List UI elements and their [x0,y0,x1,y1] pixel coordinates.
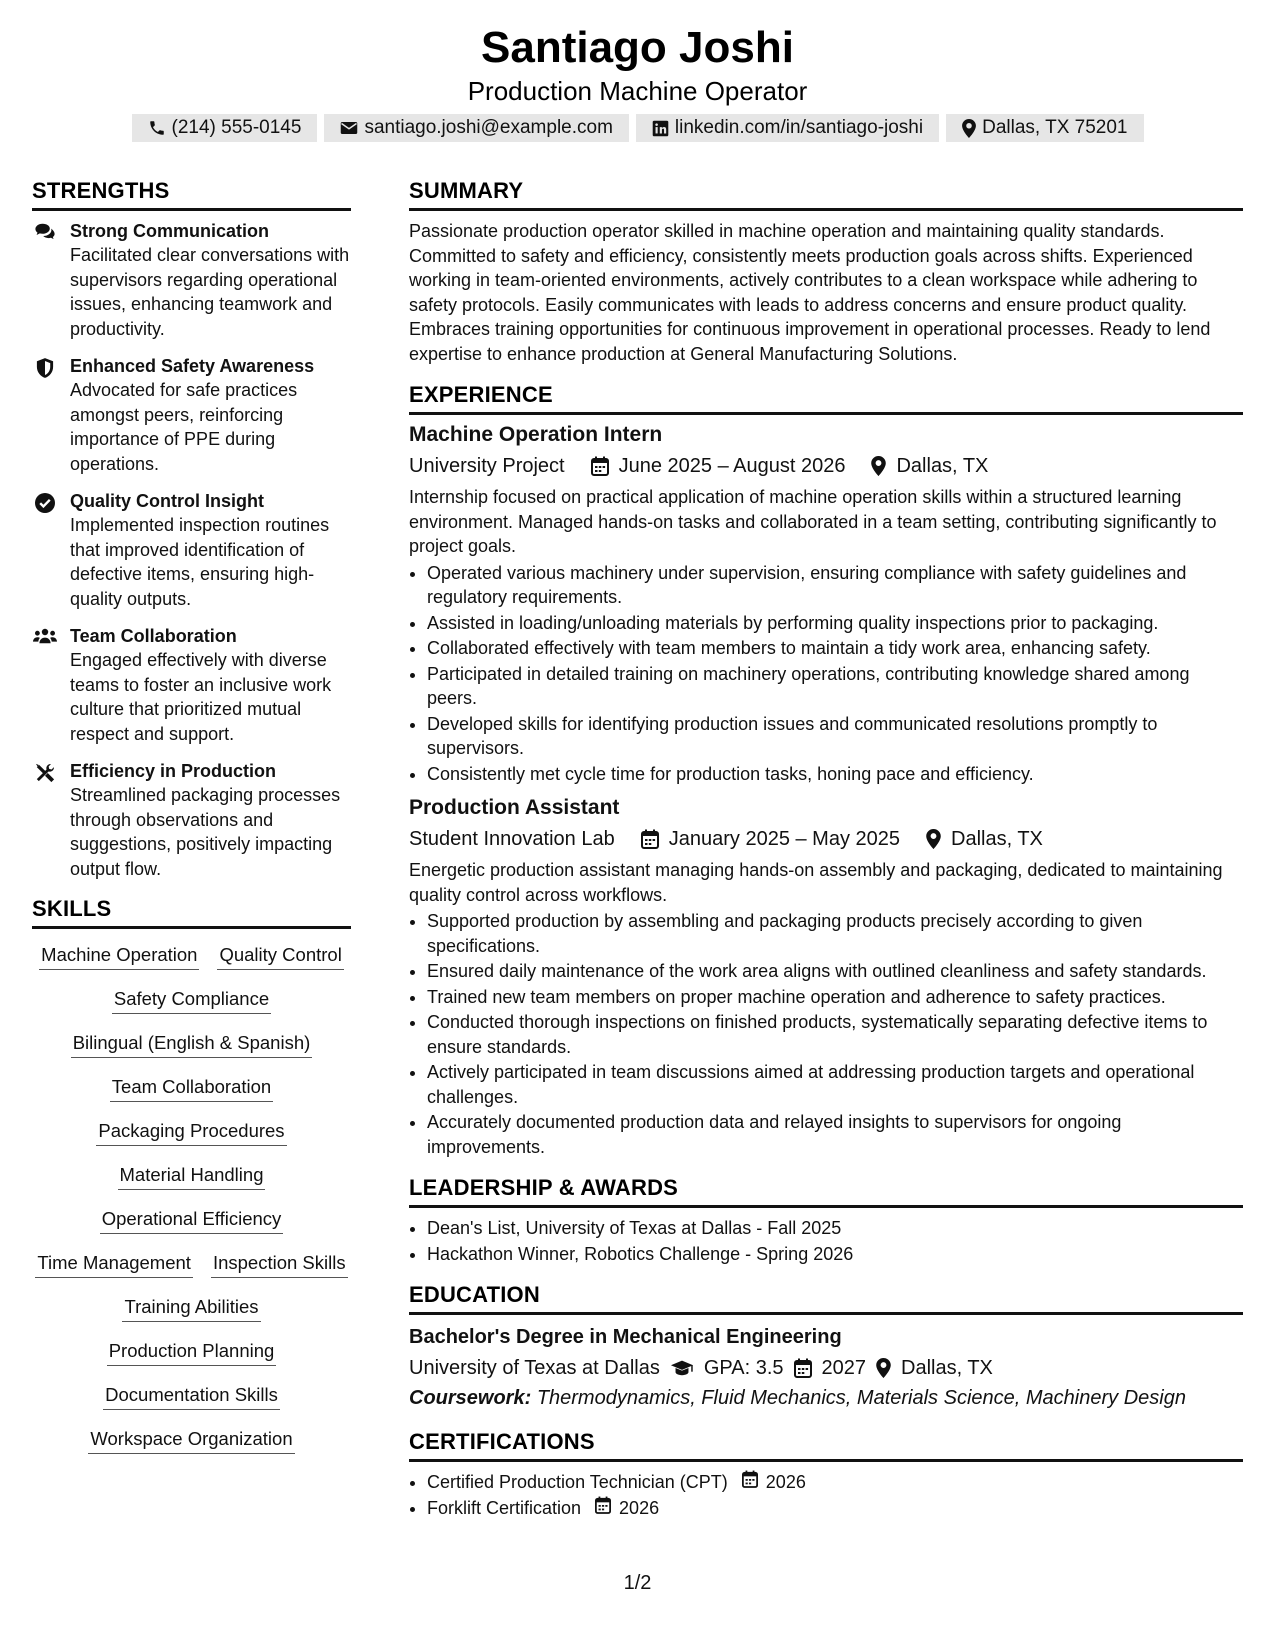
job-bullet: • Operated various machinery under supervision, ensuring compliance with safety guidelines and regulatory requirements. [427,561,1243,610]
job-bullet: • Participated in detailed training on machinery operations, contributing knowledge shared among peers. [427,662,1243,711]
strength-title: Efficiency in Production [70,761,277,781]
calendar-icon [794,1358,812,1378]
experience-section [409,380,1243,1159]
strength-item [32,219,351,341]
summary-section [409,176,1243,366]
phone-text: (214) 555-0145 [171,117,302,138]
job-entry [409,794,1243,1159]
leadership-list [409,1216,1243,1266]
school-name: University of Texas at Dallas [409,1357,660,1379]
location-text: Dallas, TX 75201 [982,117,1128,138]
strength-title: Team Collaboration [70,626,237,646]
skill-tag: Material Handling [118,1163,266,1190]
summary-text: Passionate production operator skilled in machine operation and maintaining quality standards. Committed to safety and efficiency, consistently meets production goals across shifts. Experienced working in team-oriented environments, actively contributes to a clean workspace while adhering to safety protocols. Easily communicates with leads to address concerns and ensure product quality. Embraces training opportunities for continuous improvement in operational processes. Ready to lend expertise to enhance production at General Manufacturing Solutions. [409,221,1211,364]
page-number: 1/2 [623,1572,652,1594]
skills-heading: SKILLS [32,894,351,929]
gpa: GPA: 3.5 [703,1357,784,1379]
calendar-icon [641,829,659,849]
left-column [32,176,351,1454]
linkedin-icon [652,120,669,137]
job-meta [409,451,1243,481]
skill-tag: Team Collaboration [110,1075,273,1102]
job-bullet: • Trained new team members on proper machine operation and adherence to safety practices. [427,985,1243,1010]
strength-desc: Facilitated clear conversations with supervisors regarding operational issues, enhancing teamwork and productivity. [70,245,350,339]
job-bullet: • Consistently met cycle time for production tasks, honing pace and efficiency. [427,762,1243,787]
certification-item [427,1496,1243,1521]
job-org: Student Innovation Lab [409,828,615,850]
job-bullet: • Developed skills for identifying production issues and communicated resolutions promptly to supervisors. [427,712,1243,761]
map-pin-icon [962,119,976,138]
leadership-section [409,1173,1243,1266]
tools-icon [32,759,58,881]
strengths-heading: STRENGTHS [32,176,351,211]
job-dates: June 2025 – August 2026 [618,455,846,477]
map-pin-icon [926,829,941,849]
graduation-year: 2027 [821,1357,867,1379]
leadership-item: • Hackathon Winner, Robotics Challenge - Spring 2026 [427,1242,1243,1267]
graduation-cap-icon [670,1359,694,1377]
candidate-name: Santiago Joshi [481,23,794,72]
job-bullet: • Accurately documented production data and relayed insights to supervisors for ongoing improvements. [427,1110,1243,1159]
certification-year: 2026 [619,1497,660,1518]
leadership-item: • Dean's List, University of Texas at Dallas - Fall 2025 [427,1216,1243,1241]
certifications-list [409,1470,1243,1520]
strength-item [32,489,351,611]
linkedin-text: linkedin.com/in/santiago-joshi [674,117,924,138]
job-bullet: • Supported production by assembling and packaging products precisely according to given specifications. [427,909,1243,958]
certification-name: • Forklift Certification [427,1497,582,1518]
summary-heading: SUMMARY [409,176,1243,211]
education-heading: EDUCATION [409,1280,1243,1315]
skill-tag: Machine Operation [39,943,199,970]
check-circle-icon [32,489,58,611]
skill-tag: Bilingual (English & Spanish) [71,1031,313,1058]
leadership-heading: LEADERSHIP & AWARDS [409,1173,1243,1208]
users-icon [32,624,58,746]
school-location: Dallas, TX [901,1357,993,1379]
strengths-section [32,176,351,881]
job-org: University Project [409,455,565,477]
job-dates: January 2025 – May 2025 [668,828,901,850]
strength-item [32,624,351,746]
contact-email[interactable] [324,114,628,142]
education-section [409,1280,1243,1413]
strength-desc: Engaged effectively with diverse teams to foster an inclusive work culture that prioritized mutual respect and support. [70,650,332,744]
skills-list [32,943,351,1454]
job-entry [409,421,1243,786]
job-meta [409,824,1243,854]
skill-tag: Time Management [35,1251,193,1278]
certification-item [427,1470,1243,1495]
job-bullet: • Collaborated effectively with team members to maintain a tidy work area, enhancing safety. [427,636,1243,661]
contact-linkedin[interactable] [636,114,939,142]
strength-title: Enhanced Safety Awareness [70,356,315,376]
job-bullet: • Conducted thorough inspections on finished products, systematically separating defective items to ensure standards. [427,1010,1243,1059]
job-location: Dallas, TX [951,828,1043,850]
email-text: santiago.joshi@example.com [364,117,613,138]
job-bullet: • Ensured daily maintenance of the work area aligns with outlined cleanliness and safety standards. [427,959,1243,984]
skill-tag: Training Abilities [122,1295,260,1322]
job-bullet: • Actively participated in team discussions aimed at addressing production targets and operational challenges. [427,1060,1243,1109]
skill-tag: Documentation Skills [103,1383,280,1410]
chat-bubbles-icon [32,219,58,341]
calendar-icon [742,1470,758,1495]
job-location: Dallas, TX [896,455,989,477]
strength-item [32,759,351,881]
skill-tag: Inspection Skills [211,1251,348,1278]
skill-tag: Production Planning [107,1339,277,1366]
degree-title: Bachelor's Degree in Mechanical Engineering [409,1326,842,1348]
strength-item [32,354,351,476]
certification-name: • Certified Production Technician (CPT) [427,1472,728,1492]
job-bullet: • Assisted in loading/unloading materials by performing quality inspections prior to packaging. [427,611,1243,636]
calendar-icon [591,456,609,476]
map-pin-icon [871,456,886,476]
skill-tag: Safety Compliance [112,987,271,1014]
skills-section [32,894,351,1454]
job-description: Internship focused on practical application of machine operation skills within a structured learning environment. Managed hands-on tasks and collaborated in a team setting, contributing significantly to project goals. [409,487,1217,556]
strengths-list [32,219,351,881]
contact-phone[interactable] [132,114,318,142]
job-description: Energetic production assistant managing hands-on assembly and packaging, dedicated to maintaining quality control across workflows. [409,860,1223,905]
map-pin-icon [876,1358,891,1378]
strength-desc: Implemented inspection routines that improved identification of defective items, ensuring high-quality outputs. [70,515,330,609]
strength-desc: Advocated for safe practices amongst peers, reinforcing importance of PPE during operations. [70,380,298,474]
skill-tag: Quality Control [217,943,343,970]
education-meta [409,1353,1243,1383]
strength-title: Quality Control Insight [70,491,264,511]
strength-title: Strong Communication [70,221,269,241]
experience-heading: EXPERIENCE [409,380,1243,415]
calendar-icon [595,1496,611,1521]
coursework-list: Thermodynamics, Fluid Mechanics, Materials Science, Machinery Design [536,1387,1186,1409]
contact-location [946,114,1143,142]
candidate-role: Production Machine Operator [467,76,808,106]
resume-header [0,22,1275,142]
strength-desc: Streamlined packaging processes through observations and suggestions, positively impacting output flow. [70,785,341,879]
skill-tag: Operational Efficiency [100,1207,284,1234]
certifications-section [409,1427,1243,1520]
envelope-icon [340,120,358,136]
certifications-heading: CERTIFICATIONS [409,1427,1243,1462]
job-bullets [409,561,1243,787]
job-title: Production Assistant [409,796,620,819]
contact-bar [0,114,1275,142]
phone-icon [148,119,166,137]
skill-tag: Packaging Procedures [96,1119,286,1146]
job-bullets [409,909,1243,1159]
coursework-label: Coursework: [409,1387,532,1409]
right-column [409,176,1243,1521]
certification-year: 2026 [765,1472,806,1492]
job-title: Machine Operation Intern [409,423,663,446]
coursework [409,1383,1243,1413]
shield-icon [32,354,58,476]
skill-tag: Workspace Organization [88,1427,294,1454]
